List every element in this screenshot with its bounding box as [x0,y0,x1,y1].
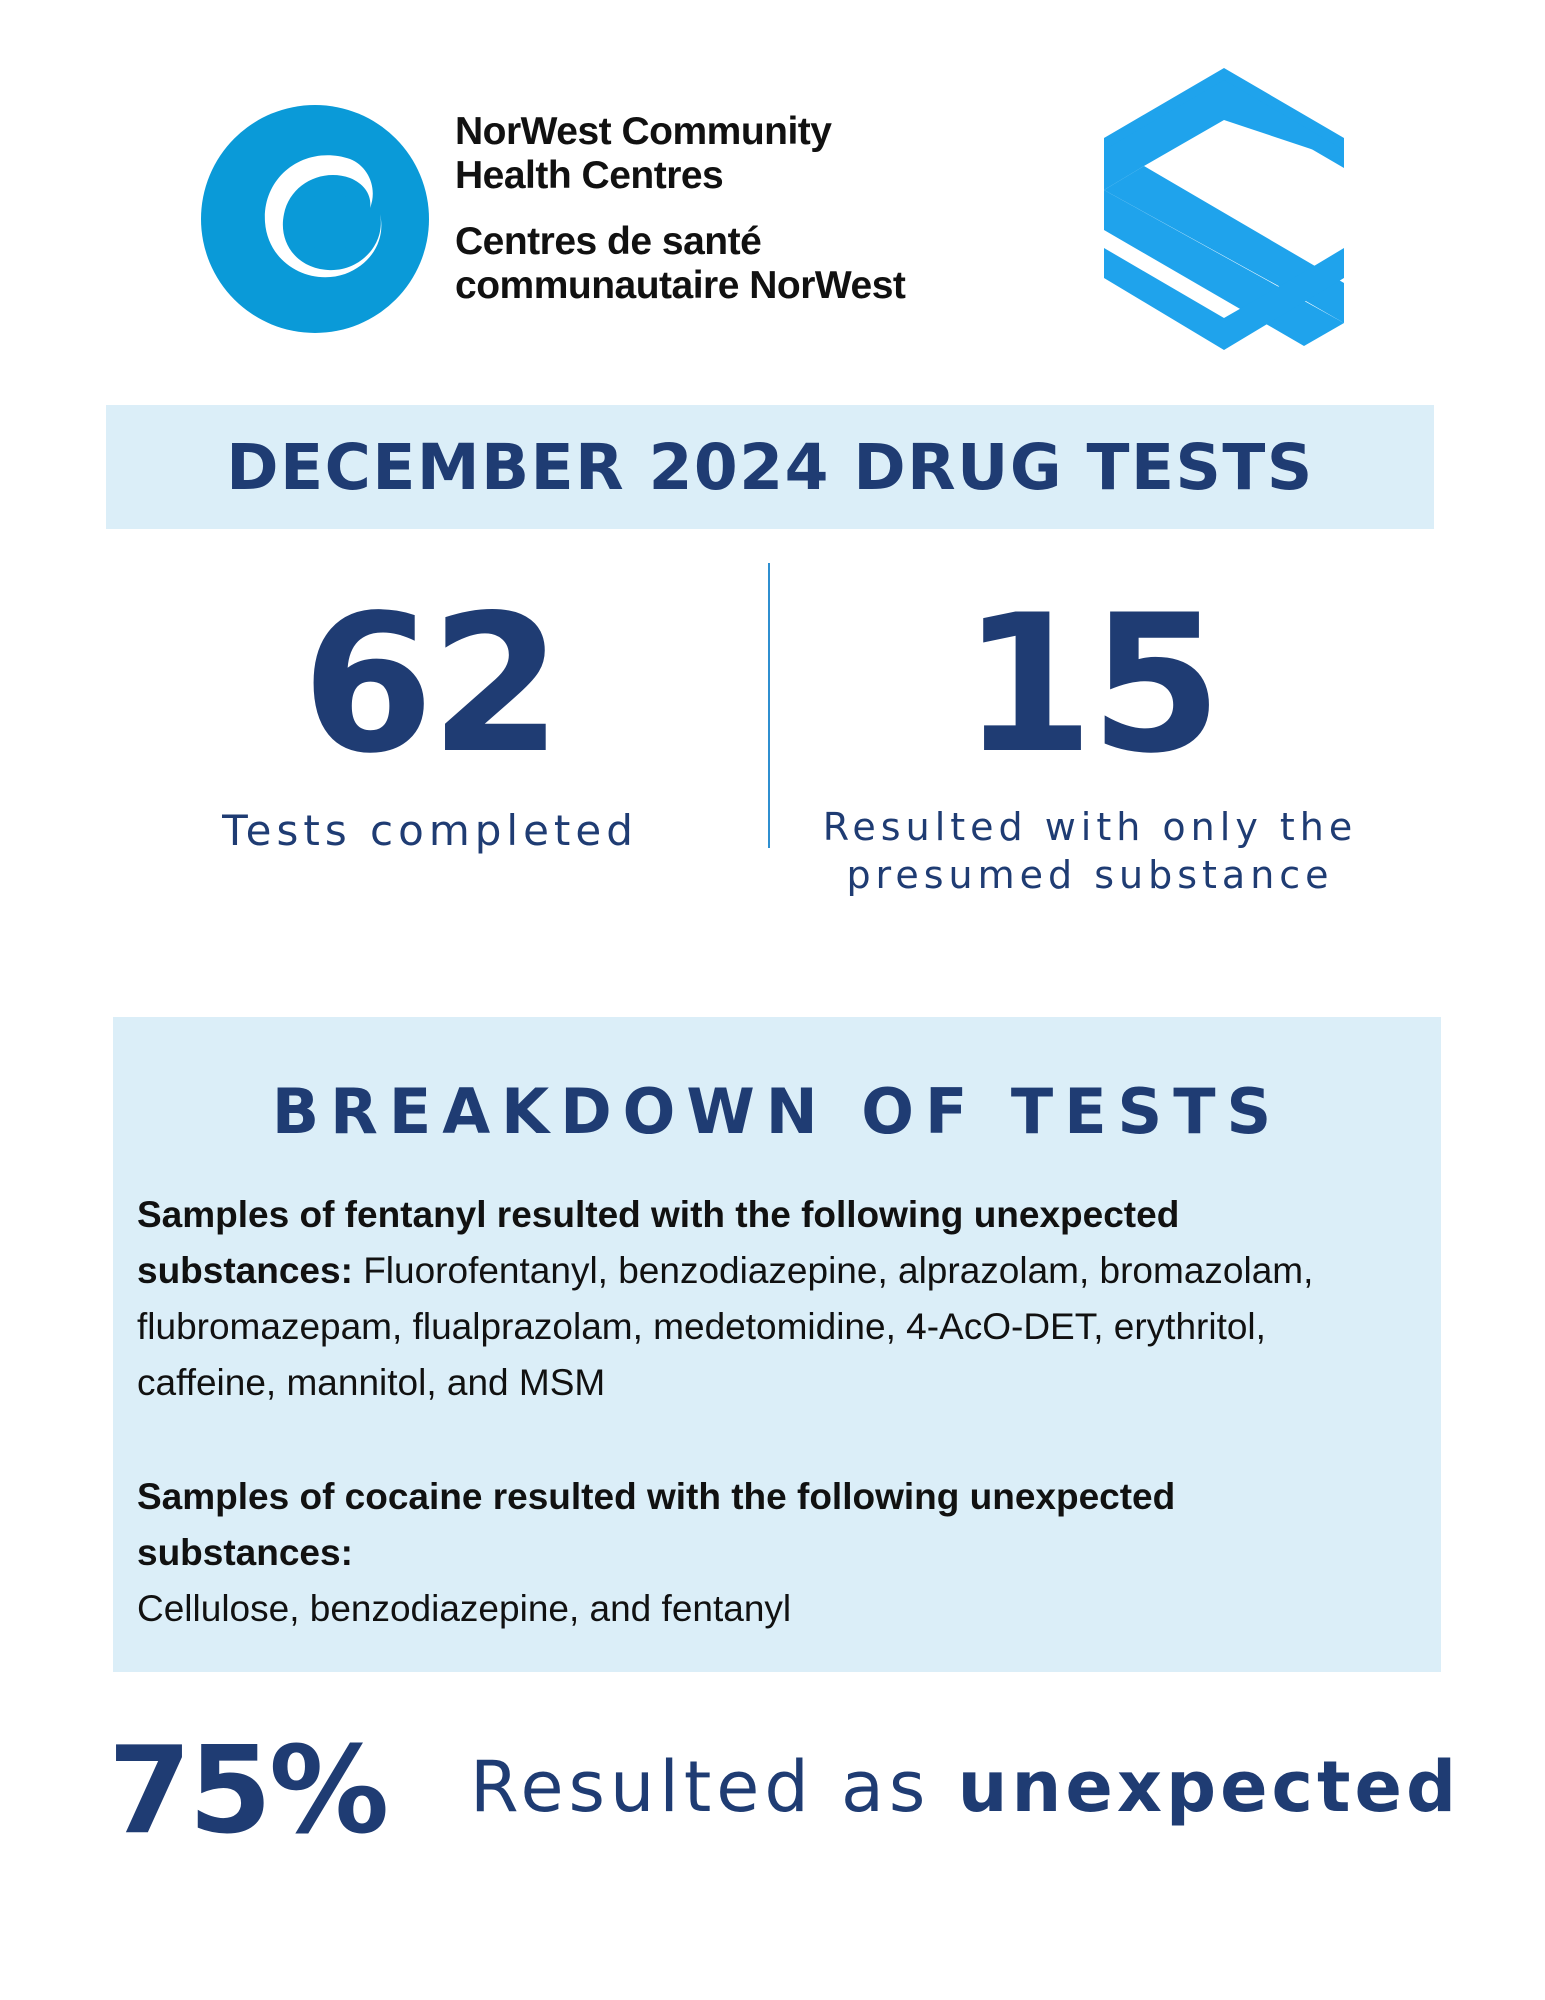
presumed-only-label-line1: Resulted with only the [822,805,1358,849]
breakdown-heading: BREAKDOWN OF TESTS [271,1075,1283,1148]
unexpected-percent: 75% [108,1722,387,1861]
presumed-only-label [780,803,1400,899]
fentanyl-lead: Samples of fentanyl resulted with the following unexpected substances: [137,1194,1180,1291]
unexpected-label [470,1742,1460,1832]
org-name-fr-line2: communautaire NorWest [455,264,906,307]
stats-divider [768,563,770,848]
fentanyl-substances: Fluorofentanyl, benzodiazepine, alprazolam, bromazolam, flubromazepam, flualprazolam, medetomidine, 4-AcO-DET, erythritol, caffeine, mannitol, and MSM [137,1250,1314,1403]
cocaine-lead: Samples of cocaine resulted with the following unexpected substances: [137,1476,1176,1573]
title-banner [106,405,1434,529]
unexpected-label-prefix: Resulted as [470,1746,931,1828]
cocaine-paragraph [137,1469,1397,1637]
tests-completed-value: 62 [301,574,559,795]
norwest-circle-logo-icon [200,104,430,334]
unexpected-label-emphasis: unexpected [957,1746,1461,1828]
tests-completed-label: Tests completed [222,806,638,855]
org-name-fr-line1: Centres de santé [455,220,762,263]
s-partner-logo-icon [1100,68,1348,370]
org-name-en-line2: Health Centres [455,154,724,197]
organization-name [455,110,905,308]
fentanyl-paragraph [137,1187,1397,1411]
page-title: DECEMBER 2024 DRUG TESTS [226,430,1314,504]
stat-tests-completed [140,574,720,855]
presumed-only-value: 15 [961,574,1219,795]
breakdown-panel [113,1017,1441,1672]
org-name-en-line1: NorWest Community [455,110,832,153]
stat-presumed-only [780,574,1400,899]
presumed-only-label-line2: presumed substance [846,853,1334,897]
cocaine-substances: Cellulose, benzodiazepine, and fentanyl [137,1588,792,1629]
